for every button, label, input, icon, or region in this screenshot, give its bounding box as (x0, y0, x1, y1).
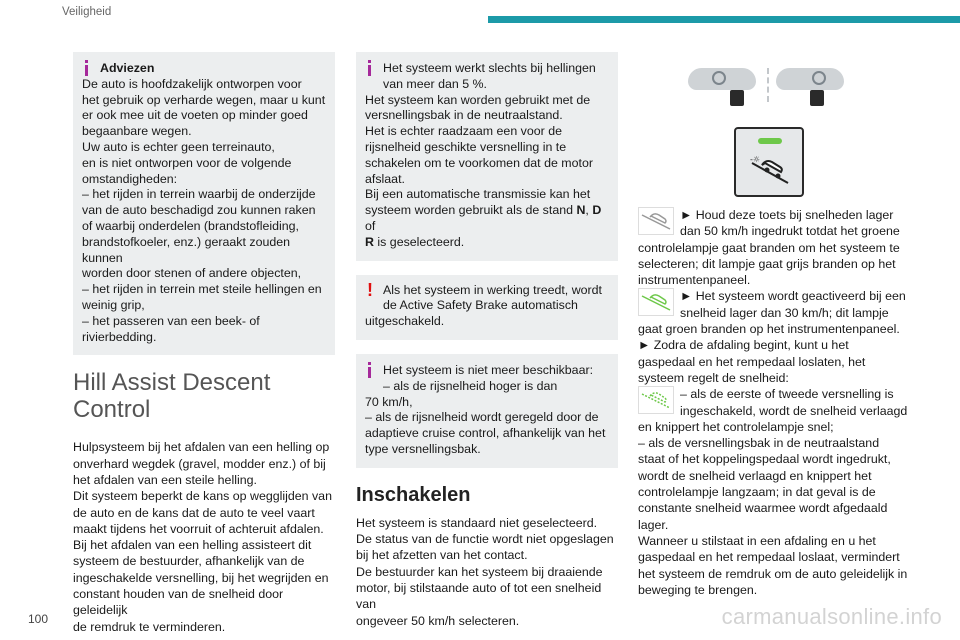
comma: , (585, 203, 589, 218)
note-line: versnellingsbak in de neutraalstand. (365, 108, 563, 123)
step-line: en knippert het controlelampje snel; (638, 419, 834, 434)
paragraph-line: De status van de functie wordt niet opgeslagen (356, 532, 614, 547)
advice-line: – het passeren van een beek- of (82, 313, 260, 328)
step-select-system (638, 207, 910, 288)
note-line: schakelen om te voorkomen dat de motor (365, 155, 593, 170)
step-line: controlelampje gaat branden om het systeem te (638, 240, 900, 255)
button-position-icon (730, 90, 744, 106)
paragraph-line: Het systeem is standaard niet geselecteerd. (356, 515, 598, 530)
advice-note (73, 52, 335, 355)
advice-line: rivierbedding. (82, 329, 157, 344)
step-line: beweging te brengen. (638, 582, 758, 597)
paragraph-line: het afdalen van een steile helling. (73, 472, 257, 487)
step-line: gaspedaal en het rempedaal loslaten, het (638, 354, 866, 369)
step-line: gaat groen branden op het instrumentenpaneel. (638, 322, 900, 337)
paragraph-line: onverhard wegdek (gravel, modder enz.) of bij (73, 456, 326, 471)
hill-descent-button-illustration (734, 127, 804, 197)
advice-line: of waarbij onderdelen (brandstofleiding, (82, 218, 299, 233)
note-line: systeem worden gebruikt als de stand (365, 203, 573, 218)
step-activation (638, 288, 910, 386)
step-line: gaspedaal en het rempedaal loslaat, vermindert (638, 550, 900, 565)
step-line: ► Houd deze toets bij snelheden lager (680, 208, 894, 222)
info-icon (365, 60, 380, 74)
svg-text:-☼: -☼ (750, 155, 761, 164)
advice-line: Uw auto is echter geen terreinauto, (82, 139, 275, 154)
section-heading-inschakelen: Inschakelen (356, 483, 471, 506)
note-line: adaptieve cruise control, afhankelijk van het (365, 426, 606, 441)
info-icon (82, 60, 97, 74)
advice-line: worden door stenen of andere objecten, (82, 266, 302, 281)
step-line: ► Het systeem wordt geactiveerd bij een (680, 289, 906, 304)
grey-descent-telltale-icon (638, 207, 674, 235)
steering-wheel-icon (712, 71, 726, 85)
paragraph-line: Hulpsysteem bij het afdalen van een helling op (73, 440, 330, 455)
step-line: Wanneer u stilstaat in een afdaling en u het (638, 533, 876, 548)
step-line: selecteren; dit lampje gaat grijs branden op het (638, 256, 896, 271)
note-line: Het is echter raadzaam een voor de (365, 124, 562, 139)
hill-descent-car-icon (748, 153, 792, 187)
green-led-indicator (758, 138, 782, 144)
paragraph-line: de auto en de kans dat de auto te veel vaart (73, 505, 315, 520)
note-line: rijsnelheid geschikte versnelling in te (365, 139, 567, 154)
advice-line: omstandigheden: (82, 171, 178, 186)
mirror-right-shape (776, 68, 844, 90)
step-line: lager. (638, 517, 669, 532)
step-line: het systeem de remdruk om de auto geleidelijk in (638, 566, 908, 581)
gear-r-label: R (365, 234, 374, 249)
note-line: Het systeem is niet meer beschikbaar: (383, 362, 594, 377)
step-line: instrumentenpaneel. (638, 273, 751, 288)
inschakelen-description (356, 515, 618, 629)
advice-line: De auto is hoofdzakelijk ontworpen voor (82, 76, 302, 91)
note-line: – als de rijsnelheid hoger is dan (383, 378, 558, 393)
note-line: uitgeschakeld. (365, 314, 445, 329)
advice-line: – het rijden in terrein met steile hellingen en (82, 282, 322, 297)
header-accent-bar (488, 16, 960, 23)
note-line: van meer dan 5 %. (383, 76, 488, 91)
paragraph-line: Dit systeem beperkt de kans op wegglijden van (73, 489, 332, 504)
paragraph-line: motor, bij stilstaande auto of tot een snelheid van (356, 580, 602, 612)
note-line: type versnellingsbak. (365, 441, 481, 456)
advice-line: weinig grip, (82, 297, 145, 312)
steering-mirrors-illustration (688, 68, 848, 124)
slope-info-note (356, 52, 618, 261)
button-position-icon (810, 90, 824, 106)
step-line: – als de eerste of tweede versnelling is (680, 387, 894, 402)
advice-title: Adviezen (100, 61, 155, 75)
warning-icon: ! (367, 279, 373, 300)
header-title: Veiligheid (62, 6, 112, 18)
note-line: de Active Safety Brake automatisch (383, 298, 578, 313)
advice-line: het gebruik op verharde wegen, maar u kunt (82, 92, 326, 107)
paragraph-line: bij het afzetten van het contact. (356, 548, 528, 563)
note-line: Het systeem werkt slechts bij hellingen (383, 61, 596, 75)
step-line: controlelampje langzaam; in dat geval is de (638, 485, 876, 500)
paragraph-line: ingeschakelde versnelling, bij het wegrijden en (73, 570, 329, 585)
step-line: snelheid lager dan 30 km/h; dit lampje (680, 305, 889, 320)
steering-wheel-icon (812, 71, 826, 85)
center-divider (767, 68, 769, 102)
step-line: dan 50 km/h ingedrukt totdat het groene (680, 224, 900, 239)
advice-line: begaanbare wegen. (82, 124, 192, 139)
gear-n-label: N (576, 203, 586, 218)
paragraph-line: maakt tijdens het voorruit of achteruit afdalen. (73, 521, 324, 536)
step-line: – als de versnellingsbak in de neutraalstand (638, 436, 880, 451)
paragraph-line: De bestuurder kan het systeem bij draaiende (356, 564, 603, 579)
gear-d-label: D (592, 203, 602, 218)
advice-line: van de auto beschadigd zou kunnen raken (82, 203, 316, 218)
note-line: 70 km/h, (365, 394, 413, 409)
blinking-descent-telltale-icon (638, 386, 674, 414)
active-safety-brake-warning (356, 275, 618, 340)
availability-note (356, 354, 618, 468)
advice-line: er ook mee uit de voeten op minder goed (82, 108, 308, 123)
green-descent-telltale-icon (638, 288, 674, 316)
advice-line: – het rijden in terrein waarbij de onderzijde (82, 187, 316, 202)
step-line: ► Zodra de afdaling begint, kunt u het (638, 338, 849, 353)
step-line: constante snelheid waarmee wordt afgedaald (638, 501, 888, 516)
note-line: afslaat. (365, 171, 405, 186)
paragraph-line: systeem de bestuurder, afhankelijk van de (73, 554, 305, 569)
paragraph-line: ongeveer 50 km/h selecteren. (356, 613, 520, 628)
note-line: Bij een automatische transmissie kan het (365, 187, 591, 202)
advice-line: en is niet ontworpen voor de volgende (82, 155, 292, 170)
info-icon (365, 362, 380, 376)
or-word: of (365, 218, 376, 233)
advice-line: brandstofkoeler, enz.) geraakt zouden kunnen (82, 234, 291, 265)
paragraph-line: Bij het afdalen van een helling assisteert dit (73, 538, 312, 553)
note-line: is geselecteerd. (377, 234, 465, 249)
paragraph-line: de remdruk te verminderen. (73, 619, 226, 634)
step-line: ingeschakeld, wordt de snelheid verlaagd (680, 403, 908, 418)
column-right (638, 52, 910, 598)
column-left (73, 52, 335, 635)
page-number: 100 (28, 612, 49, 626)
watermark: carmanualsonline.info (721, 604, 942, 629)
step-line: wordt de snelheid verlaagd en knippert het (638, 468, 872, 483)
note-line: Het systeem kan worden gebruikt met de (365, 92, 591, 107)
section-heading-hill-assist: Hill Assist Descent Control (73, 369, 271, 424)
note-line: Als het systeem in werking treedt, wordt (383, 282, 602, 297)
column-middle (356, 52, 618, 629)
hill-assist-description (73, 439, 335, 635)
paragraph-line: constant houden van de snelheid door geleidelijk (73, 587, 284, 618)
note-line: – als de rijsnelheid wordt geregeld door de (365, 410, 599, 425)
step-line: systeem regelt de snelheid: (638, 370, 789, 385)
step-line: staat of het koppelingspedaal wordt ingedrukt, (638, 452, 891, 467)
step-gear-behavior (638, 386, 910, 598)
